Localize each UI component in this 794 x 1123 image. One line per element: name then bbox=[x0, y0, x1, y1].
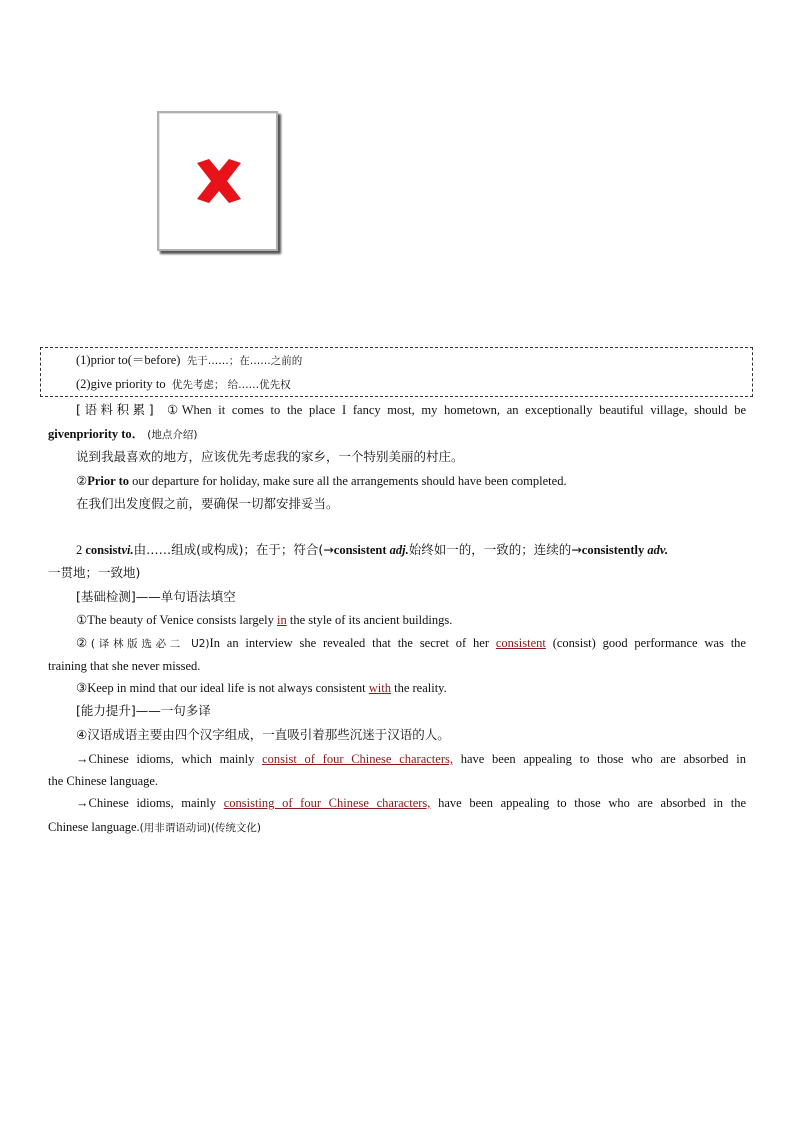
phrase-line-1: (1)prior to(＝before) 先于……；在……之前的 bbox=[76, 353, 303, 367]
phrase-line-2: (2)give priority to 优先考虑； 给……优先权 bbox=[76, 377, 291, 391]
basic-q3: ③Keep in mind that our ideal life is not always consistent with the reality. bbox=[76, 681, 447, 695]
answer-blank: in bbox=[276, 613, 287, 627]
broken-image-icon bbox=[191, 153, 247, 209]
accum-example-2-cn: 在我们出发度假之前，要确保一切都安排妥当。 bbox=[76, 496, 339, 511]
answer-blank: with bbox=[368, 681, 391, 695]
improve-translation-1: →Chinese idioms, which mainly consist of four Chinese characters, have been appealing to those who are absorbed in bbox=[76, 752, 746, 766]
answer-blank: consisting of four Chinese characters, bbox=[223, 796, 431, 810]
basic-q1: ①The beauty of Venice consists largely in the style of its ancient buildings. bbox=[76, 613, 453, 627]
accum-example-2: ②Prior to our departure for holiday, make sure all the arrangements should have been completed. bbox=[76, 474, 567, 488]
improve-translation-2: →Chinese idioms, mainly consisting of four Chinese characters, have been appealing to those who are absorbed in the bbox=[76, 796, 747, 810]
improve-label: [能力提升]——一句多译 bbox=[76, 703, 211, 718]
answer-blank: consistent bbox=[495, 636, 546, 650]
accum-example-1-cn: 说到我最喜欢的地方，应该优先考虑我的家乡，一个特别美丽的村庄。 bbox=[76, 449, 464, 464]
basic-q2: ②(译林版选必二 U2)In an interview she revealed that the secret of her consistent (consist) good performance was the bbox=[76, 636, 746, 650]
improve-translation-1-cont: the Chinese language. bbox=[48, 774, 159, 788]
accum-example-1-cont: givenpriority to． (地点介绍) bbox=[48, 427, 198, 441]
basic-test-label: [基础检测]——单句语法填空 bbox=[76, 589, 236, 604]
broken-image-placeholder bbox=[157, 111, 278, 251]
entry-consist: 2 consistvi.由……组成(或构成)；在于；符合(→consistent adj.始终如一的，一致的；连续的→consistently adv. bbox=[76, 542, 669, 557]
entry-consist-cont: 一贯地；一致地) bbox=[48, 565, 141, 580]
improve-q4-cn: ④汉语成语主要由四个汉字组成，一直吸引着那些沉迷于汉语的人。 bbox=[76, 727, 450, 742]
basic-q2-cont: training that she never missed. bbox=[48, 659, 201, 673]
improve-translation-2-cont: Chinese language.(用非谓语动词)(传统文化) bbox=[48, 820, 262, 834]
answer-blank: consist of four Chinese characters, bbox=[262, 752, 453, 766]
accum-example-1: [语料积累] ①When it comes to the place I fancy most, my hometown, an exceptionally beautiful village, should be bbox=[76, 402, 746, 417]
